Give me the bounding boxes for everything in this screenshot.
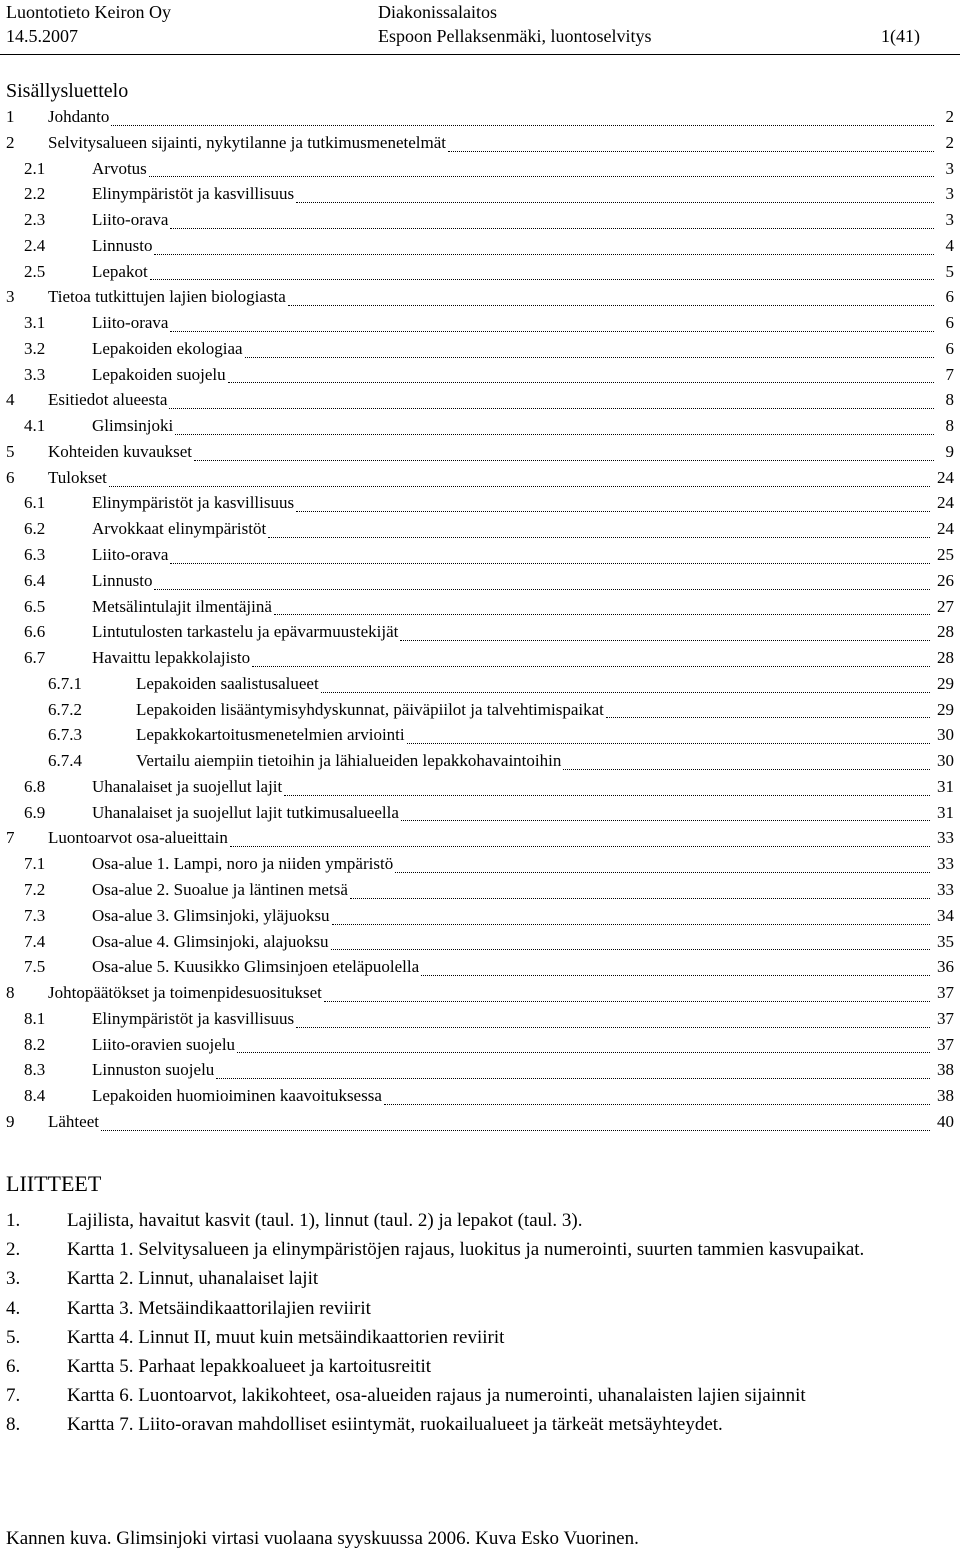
appendix-text: Kartta 6. Luontoarvot, lakikohteet, osa-alueiden rajaus ja numerointi, uhanalaisten lajien sijainnit bbox=[67, 1385, 806, 1407]
toc-entry-page: 2 bbox=[945, 107, 954, 126]
toc-entry[interactable] bbox=[0, 310, 960, 336]
toc-entry-label: Arvokkaat elinympäristöt bbox=[92, 519, 267, 539]
toc-entry-page: 25 bbox=[937, 545, 954, 565]
toc-entry-fill bbox=[92, 800, 930, 826]
toc-entry-label: Liito-orava bbox=[92, 313, 169, 333]
dot-leader bbox=[101, 1130, 930, 1131]
toc-entry-number: 6.4 bbox=[24, 570, 46, 590]
dot-leader bbox=[194, 460, 934, 461]
toc-entry-number: 8.1 bbox=[24, 1008, 46, 1028]
toc-entry-page: 31 bbox=[937, 776, 954, 796]
dot-leader bbox=[350, 898, 930, 899]
toc-entry[interactable] bbox=[0, 542, 960, 568]
dot-leader bbox=[109, 486, 930, 487]
toc-entry-number: 8.3 bbox=[24, 1060, 46, 1080]
toc-entry-page: 37 bbox=[937, 983, 954, 1003]
appendix-number: 7. bbox=[6, 1385, 21, 1407]
dot-leader bbox=[170, 228, 934, 229]
appendix-item bbox=[0, 1352, 960, 1381]
toc-entry-number: 8.4 bbox=[24, 1086, 46, 1106]
toc-entry-page: 3 bbox=[945, 158, 954, 178]
toc-entry-fill bbox=[92, 181, 934, 207]
toc-entry[interactable] bbox=[0, 697, 960, 723]
toc-entry-label: Lepakoiden saalistusalueet bbox=[136, 673, 319, 693]
toc-entry-number: 8 bbox=[6, 983, 15, 1003]
toc-entry-label: Liito-orava bbox=[92, 210, 169, 230]
appendix-item bbox=[0, 1235, 960, 1264]
toc-entry[interactable] bbox=[0, 413, 960, 439]
toc-entry-fill bbox=[92, 362, 934, 388]
dot-leader bbox=[154, 589, 930, 590]
dot-leader bbox=[175, 434, 934, 435]
toc-entry-label: Tietoa tutkittujen lajien biologiasta bbox=[48, 287, 286, 307]
toc-entry-page: 38 bbox=[937, 1086, 954, 1106]
toc-entry-number: 6.9 bbox=[24, 802, 46, 822]
toc-entry-label: Osa-alue 2. Suoalue ja läntinen metsä bbox=[92, 879, 348, 899]
toc-entry-page: 34 bbox=[937, 905, 954, 925]
toc-entry[interactable] bbox=[0, 181, 960, 207]
dot-leader bbox=[296, 202, 934, 203]
dot-leader bbox=[230, 846, 930, 847]
toc-entry-page: 28 bbox=[937, 622, 954, 642]
toc-entry-label: Metsälintulajit ilmentäjinä bbox=[92, 596, 272, 616]
toc-entry-label: Lepakkokartoitusmenetelmien arviointi bbox=[136, 725, 405, 745]
toc-entry-fill bbox=[136, 671, 930, 697]
appendix-number: 3. bbox=[6, 1268, 21, 1290]
toc-entry-number: 6.7 bbox=[24, 648, 46, 668]
toc-entry-page: 9 bbox=[945, 441, 954, 461]
toc-entry-page: 8 bbox=[945, 416, 954, 436]
toc-entry-fill bbox=[92, 156, 934, 182]
toc-entry-page: 3 bbox=[945, 184, 954, 204]
client-name: Diakonissalaitos bbox=[378, 2, 497, 22]
toc-entry-fill bbox=[92, 516, 930, 542]
toc-entry-label: Lintutulosten tarkastelu ja epävarmuustekijät bbox=[92, 622, 399, 642]
toc-entry-fill bbox=[48, 465, 930, 491]
dot-leader bbox=[324, 1001, 930, 1002]
header-left bbox=[6, 0, 171, 48]
toc-entry-number: 5 bbox=[6, 441, 15, 461]
appendix-text: Kartta 4. Linnut II, muut kuin metsäindikaattorien reviirit bbox=[67, 1326, 505, 1348]
company-name: Luontotieto Keiron Oy bbox=[6, 2, 171, 22]
toc-entry-page: 37 bbox=[937, 1034, 954, 1054]
toc-entry-fill bbox=[92, 1006, 930, 1032]
dot-leader bbox=[150, 279, 934, 280]
toc-entry-page: 36 bbox=[937, 957, 954, 977]
toc-entry-label: Lähteet bbox=[48, 1111, 99, 1131]
toc-entry[interactable] bbox=[0, 774, 960, 800]
toc-entry-page: 33 bbox=[937, 879, 954, 899]
toc-entry-page: 29 bbox=[937, 673, 954, 693]
toc-entry-label: Arvotus bbox=[92, 158, 147, 178]
toc-entry-label: Elinympäristöt ja kasvillisuus bbox=[92, 1008, 295, 1028]
dot-leader bbox=[154, 254, 934, 255]
toc-entry-page: 28 bbox=[937, 648, 954, 668]
toc-entry-number: 9 bbox=[6, 1111, 15, 1131]
toc-title: Sisällysluettelo bbox=[6, 80, 129, 102]
project-title: Espoon Pellaksenmäki, luontoselvitys bbox=[378, 26, 652, 46]
toc-entry-label: Tulokset bbox=[48, 467, 107, 487]
toc-entry-number: 4 bbox=[6, 390, 15, 410]
toc-entry-label: Havaittu lepakkolajisto bbox=[92, 648, 251, 668]
toc-entry-fill bbox=[92, 903, 930, 929]
toc-entry-page: 35 bbox=[937, 931, 954, 951]
appendices-title: LIITTEET bbox=[6, 1171, 102, 1196]
toc-entry[interactable] bbox=[0, 877, 960, 903]
dot-leader bbox=[407, 743, 930, 744]
appendix-number: 4. bbox=[6, 1297, 21, 1319]
toc-entry-fill bbox=[48, 104, 934, 130]
toc-entry-label: Linnusto bbox=[92, 235, 153, 255]
toc-entry[interactable] bbox=[0, 619, 960, 645]
toc-entry-fill bbox=[48, 284, 934, 310]
dot-leader bbox=[170, 331, 934, 332]
dot-leader bbox=[216, 1078, 930, 1079]
toc-entry-number: 8.2 bbox=[24, 1034, 46, 1054]
dot-leader bbox=[332, 924, 930, 925]
toc-entry-page: 38 bbox=[937, 1060, 954, 1080]
dot-leader bbox=[111, 125, 934, 126]
appendix-number: 5. bbox=[6, 1326, 21, 1348]
toc-entry[interactable] bbox=[0, 465, 960, 491]
toc-entry-label: Liito-oravien suojelu bbox=[92, 1034, 236, 1054]
toc-entry[interactable] bbox=[0, 954, 960, 980]
toc-entry-number: 6.6 bbox=[24, 622, 46, 642]
appendix-text: Lajilista, havaitut kasvit (taul. 1), linnut (taul. 2) ja lepakot (taul. 3). bbox=[67, 1210, 583, 1231]
toc-entry-number: 6.7.1 bbox=[48, 673, 82, 693]
toc-entry-number: 7.3 bbox=[24, 905, 46, 925]
dot-leader bbox=[237, 1052, 930, 1053]
toc-entry-number: 6.7.4 bbox=[48, 751, 82, 771]
appendices-list bbox=[0, 1206, 960, 1440]
toc-entry-page: 5 bbox=[945, 261, 954, 281]
toc-entry-label: Elinympäristöt ja kasvillisuus bbox=[92, 184, 295, 204]
dot-leader bbox=[296, 1027, 930, 1028]
toc-entry-fill bbox=[92, 207, 934, 233]
toc-entry-page: 4 bbox=[945, 235, 954, 255]
appendix-number: 1. bbox=[6, 1210, 21, 1231]
toc-entry-page: 2 bbox=[945, 132, 954, 152]
toc-entry-page: 30 bbox=[937, 725, 954, 745]
appendix-text: Kartta 1. Selvitysalueen ja elinympäristöjen rajaus, luokitus ja numerointi, suurten tammien kasvupaikat. bbox=[67, 1239, 865, 1261]
toc-entry-number: 7.1 bbox=[24, 854, 46, 874]
toc-entry-fill bbox=[136, 748, 930, 774]
document-date: 14.5.2007 bbox=[6, 26, 78, 46]
appendix-text: Kartta 2. Linnut, uhanalaiset lajit bbox=[67, 1268, 319, 1290]
dot-leader bbox=[268, 537, 930, 538]
toc-entry-label: Lepakot bbox=[92, 261, 148, 281]
toc-entry[interactable] bbox=[0, 1006, 960, 1032]
toc-entry-number: 6.5 bbox=[24, 596, 46, 616]
toc-entry-label: Johdanto bbox=[48, 107, 110, 126]
toc-entry-fill bbox=[92, 413, 934, 439]
appendix-item bbox=[0, 1323, 960, 1352]
toc-entry-label: Osa-alue 1. Lampi, noro ja niiden ympäristö bbox=[92, 854, 394, 874]
toc-entry[interactable] bbox=[0, 490, 960, 516]
toc-entry-number: 6.2 bbox=[24, 519, 46, 539]
toc-entry[interactable] bbox=[0, 800, 960, 826]
toc-entry-number: 2.2 bbox=[24, 184, 46, 204]
toc-entry-fill bbox=[92, 954, 930, 980]
appendix-text: Kartta 5. Parhaat lepakkoalueet ja kartoitusreitit bbox=[67, 1356, 432, 1378]
toc-entry-fill bbox=[48, 1109, 930, 1135]
toc-entry[interactable] bbox=[0, 233, 960, 259]
toc-entry-fill bbox=[92, 1083, 930, 1109]
dot-leader bbox=[401, 820, 930, 821]
toc-entry-fill bbox=[48, 439, 934, 465]
toc-entry-fill bbox=[48, 387, 934, 413]
toc-entry-fill bbox=[92, 490, 930, 516]
dot-leader bbox=[321, 692, 930, 693]
toc-entry-fill bbox=[92, 619, 930, 645]
dot-leader bbox=[149, 176, 934, 177]
toc-entry-number: 3.3 bbox=[24, 364, 46, 384]
toc-entry[interactable] bbox=[0, 980, 960, 1006]
dot-leader bbox=[606, 717, 930, 718]
toc-entry-number: 1 bbox=[6, 107, 15, 126]
toc-entry-label: Osa-alue 3. Glimsinjoki, yläjuoksu bbox=[92, 905, 330, 925]
toc-entry[interactable] bbox=[0, 104, 960, 130]
appendix-item bbox=[0, 1206, 960, 1235]
toc-entry[interactable] bbox=[0, 594, 960, 620]
toc-entry-label: Osa-alue 4. Glimsinjoki, alajuoksu bbox=[92, 931, 329, 951]
toc-entry-number: 7.2 bbox=[24, 879, 46, 899]
toc-entry-number: 7.4 bbox=[24, 931, 46, 951]
toc-entry-label: Osa-alue 5. Kuusikko Glimsinjoen eteläpuolella bbox=[92, 957, 420, 977]
toc-entry-number: 7 bbox=[6, 828, 15, 848]
toc-entry-label: Johtopäätökset ja toimenpidesuositukset bbox=[48, 983, 322, 1003]
toc-entry-fill bbox=[92, 594, 930, 620]
toc-entry-number: 6.1 bbox=[24, 493, 46, 513]
toc-entry-label: Selvitysalueen sijainti, nykytilanne ja tutkimusmenetelmät bbox=[48, 132, 447, 152]
toc-entry-number: 2.3 bbox=[24, 210, 46, 230]
dot-leader bbox=[170, 563, 930, 564]
toc-entry-label: Luontoarvot osa-alueittain bbox=[48, 828, 228, 848]
toc-entry[interactable] bbox=[0, 722, 960, 748]
toc-entry-number: 6.3 bbox=[24, 545, 46, 565]
dot-leader bbox=[400, 640, 930, 641]
toc-entry-label: Lepakoiden ekologiaa bbox=[92, 338, 243, 358]
toc-entry-fill bbox=[48, 825, 930, 851]
toc-entry[interactable] bbox=[0, 284, 960, 310]
toc-entry-fill bbox=[92, 877, 930, 903]
toc-entry[interactable] bbox=[0, 1032, 960, 1058]
toc-entry-label: Uhanalaiset ja suojellut lajit bbox=[92, 776, 283, 796]
toc-entry[interactable] bbox=[0, 130, 960, 156]
toc-entry[interactable] bbox=[0, 156, 960, 182]
toc-entry-page: 7 bbox=[945, 364, 954, 384]
toc-entry-page: 30 bbox=[937, 751, 954, 771]
toc-entry-number: 4.1 bbox=[24, 416, 46, 436]
toc-entry-number: 2 bbox=[6, 132, 15, 152]
toc-entry-label: Linnuston suojelu bbox=[92, 1060, 215, 1080]
toc-entry-label: Lepakoiden lisääntymisyhdyskunnat, päiväpiilot ja talvehtimispaikat bbox=[136, 699, 604, 719]
toc-entry[interactable] bbox=[0, 336, 960, 362]
toc-entry-number: 2.4 bbox=[24, 235, 46, 255]
toc-entry-fill bbox=[92, 542, 930, 568]
toc-entry[interactable] bbox=[0, 387, 960, 413]
dot-leader bbox=[252, 666, 930, 667]
toc-entry-page: 6 bbox=[945, 338, 954, 358]
toc-entry-label: Vertailu aiempiin tietoihin ja lähialueiden lepakkohavaintoihin bbox=[136, 751, 562, 771]
appendix-number: 2. bbox=[6, 1239, 21, 1261]
appendix-text: Kartta 3. Metsäindikaattorilajien reviirit bbox=[67, 1297, 371, 1319]
toc-entry[interactable] bbox=[0, 903, 960, 929]
toc-entry-fill bbox=[48, 980, 930, 1006]
toc-entry-page: 24 bbox=[937, 519, 954, 539]
toc-entry[interactable] bbox=[0, 825, 960, 851]
toc-entry-fill bbox=[92, 1032, 930, 1058]
toc-entry-label: Uhanalaiset ja suojellut lajit tutkimusalueella bbox=[92, 802, 399, 822]
toc-entry[interactable] bbox=[0, 851, 960, 877]
appendix-item bbox=[0, 1381, 960, 1410]
toc-entry-number: 3 bbox=[6, 287, 15, 307]
toc-entry[interactable] bbox=[0, 1109, 960, 1135]
toc-entry-page: 6 bbox=[945, 313, 954, 333]
toc-entry-fill bbox=[92, 645, 930, 671]
toc-entry-fill bbox=[136, 722, 930, 748]
dot-leader bbox=[284, 795, 930, 796]
toc-entry-page: 33 bbox=[937, 854, 954, 874]
toc-entry-fill bbox=[48, 130, 934, 156]
toc-entry[interactable] bbox=[0, 645, 960, 671]
toc-entry[interactable] bbox=[0, 439, 960, 465]
toc-entry-label: Glimsinjoki bbox=[92, 416, 174, 436]
toc-entry[interactable] bbox=[0, 1083, 960, 1109]
toc-entry-fill bbox=[92, 1057, 930, 1083]
toc-entry[interactable] bbox=[0, 748, 960, 774]
appendix-number: 8. bbox=[6, 1414, 21, 1436]
toc-entry-number: 6.7.3 bbox=[48, 725, 82, 745]
toc-entry-label: Elinympäristöt ja kasvillisuus bbox=[92, 493, 295, 513]
toc-entry-number: 3.2 bbox=[24, 338, 46, 358]
toc-entry-number: 3.1 bbox=[24, 313, 46, 333]
page-header bbox=[0, 0, 960, 55]
page-number: 1(41) bbox=[881, 26, 920, 46]
toc-entry-number: 6.7.2 bbox=[48, 699, 82, 719]
toc-entry[interactable] bbox=[0, 362, 960, 388]
toc-entry-label: Esitiedot alueesta bbox=[48, 390, 168, 410]
toc-entry-page: 33 bbox=[937, 828, 954, 848]
appendix-item bbox=[0, 1294, 960, 1323]
appendix-item bbox=[0, 1264, 960, 1293]
table-of-contents bbox=[0, 104, 960, 1135]
dot-leader bbox=[245, 357, 934, 358]
toc-entry-fill bbox=[92, 233, 934, 259]
dot-leader bbox=[395, 872, 930, 873]
toc-entry[interactable] bbox=[0, 207, 960, 233]
dot-leader bbox=[274, 614, 930, 615]
toc-entry-fill bbox=[92, 568, 930, 594]
toc-entry-label: Lepakoiden huomioiminen kaavoituksessa bbox=[92, 1086, 382, 1106]
toc-entry-number: 2.1 bbox=[24, 158, 46, 178]
dot-leader bbox=[563, 769, 930, 770]
cover-caption: Kannen kuva. Glimsinjoki virtasi vuolaana syyskuussa 2006. Kuva Esko Vuorinen. bbox=[6, 1528, 639, 1549]
toc-entry[interactable] bbox=[0, 671, 960, 697]
appendix-item bbox=[0, 1410, 960, 1439]
toc-entry-page: 8 bbox=[945, 390, 954, 410]
toc-entry-label: Kohteiden kuvaukset bbox=[48, 441, 192, 461]
toc-entry-label: Liito-orava bbox=[92, 545, 169, 565]
toc-entry-page: 24 bbox=[937, 467, 954, 487]
toc-entry-page: 29 bbox=[937, 699, 954, 719]
toc-entry-page: 31 bbox=[937, 802, 954, 822]
toc-entry-page: 40 bbox=[937, 1111, 954, 1131]
toc-entry-fill bbox=[92, 851, 930, 877]
toc-entry-label: Lepakoiden suojelu bbox=[92, 364, 226, 384]
dot-leader bbox=[384, 1104, 930, 1105]
dot-leader bbox=[296, 511, 930, 512]
toc-entry-number: 6.8 bbox=[24, 776, 46, 796]
toc-entry-number: 2.5 bbox=[24, 261, 46, 281]
header-right bbox=[378, 0, 651, 48]
dot-leader bbox=[331, 949, 930, 950]
toc-entry-page: 27 bbox=[937, 596, 954, 616]
appendix-number: 6. bbox=[6, 1356, 21, 1378]
toc-entry-page: 37 bbox=[937, 1008, 954, 1028]
dot-leader bbox=[169, 408, 934, 409]
toc-entry-fill bbox=[92, 310, 934, 336]
dot-leader bbox=[288, 305, 934, 306]
toc-entry-page: 24 bbox=[937, 493, 954, 513]
toc-entry-page: 6 bbox=[945, 287, 954, 307]
toc-entry-fill bbox=[136, 697, 930, 723]
dot-leader bbox=[448, 151, 934, 152]
dot-leader bbox=[228, 382, 934, 383]
toc-entry-page: 3 bbox=[945, 210, 954, 230]
toc-entry-fill bbox=[92, 336, 934, 362]
toc-entry[interactable] bbox=[0, 1057, 960, 1083]
toc-entry-page: 26 bbox=[937, 570, 954, 590]
appendix-text: Kartta 7. Liito-oravan mahdolliset esiintymät, ruokailualueet ja tärkeät metsäyhteydet. bbox=[67, 1414, 723, 1436]
toc-entry-label: Linnusto bbox=[92, 570, 153, 590]
toc-entry[interactable] bbox=[0, 516, 960, 542]
toc-entry[interactable] bbox=[0, 259, 960, 285]
toc-entry-number: 7.5 bbox=[24, 957, 46, 977]
toc-entry-number: 6 bbox=[6, 467, 15, 487]
toc-entry-fill bbox=[92, 774, 930, 800]
toc-entry-fill bbox=[92, 259, 934, 285]
toc-entry-fill bbox=[92, 929, 930, 955]
toc-entry[interactable] bbox=[0, 929, 960, 955]
dot-leader bbox=[421, 975, 930, 976]
toc-entry[interactable] bbox=[0, 568, 960, 594]
